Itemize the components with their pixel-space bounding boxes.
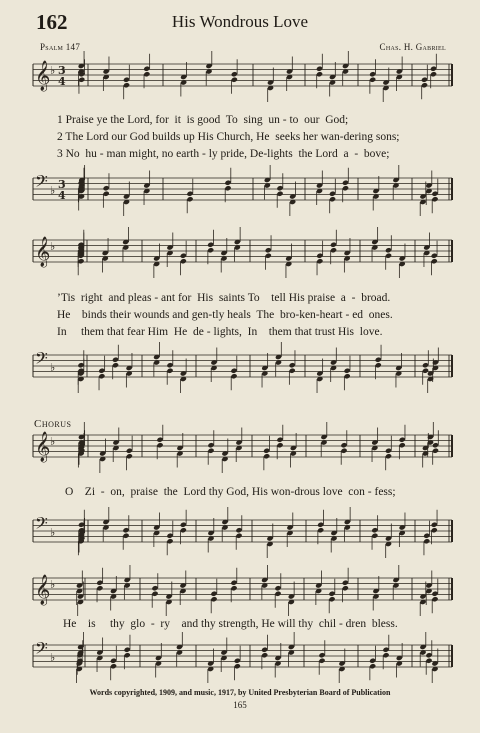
hymn-title: His Wondrous Love xyxy=(171,12,309,31)
lyric-line: In them that fear Him He de - lights, In them that trust His love. xyxy=(57,326,383,338)
bass-clef-icon: 𝄢 xyxy=(35,171,48,195)
treble-clef-icon: 𝄞 xyxy=(35,432,51,462)
flat-icon: ♭ xyxy=(50,526,56,539)
hymn-number: 162 xyxy=(36,10,68,34)
flat-icon: ♭ xyxy=(50,578,56,591)
lyric-line: 1 Praise ye the Lord, for it is good To sing un - to our God; xyxy=(57,114,349,126)
flat-icon: ♭ xyxy=(50,435,56,448)
flat-icon: ♭ xyxy=(50,651,56,664)
lyric-line: 3 No hu - man might, no earth - ly pride, De-lights the Lord a - bove; xyxy=(57,148,390,160)
lyric-line: O Zi - on, praise the Lord thy God, His won-drous love con - fess; xyxy=(65,486,396,498)
flat-icon: ♭ xyxy=(50,64,56,77)
time-signature-icon: 3 xyxy=(58,64,66,77)
flat-icon: ♭ xyxy=(50,240,56,253)
lyric-line: He is thy glo - ry and thy strength, He will thy chil - dren bless. xyxy=(63,618,398,630)
meter-source: Psalm 147 xyxy=(40,42,81,52)
lyric-line: 2 The Lord our God builds up His Church, He seeks her wan-dering sons; xyxy=(57,131,400,143)
lyric-line: He binds their wounds and gen-tly heals The bro-ken-heart - ed ones. xyxy=(57,309,393,321)
treble-clef-icon: 𝄞 xyxy=(35,237,51,267)
bass-clef-icon: 𝄢 xyxy=(35,513,48,537)
flat-icon: ♭ xyxy=(50,361,56,374)
page-number: 165 xyxy=(233,700,247,710)
composer: Chas. H. Gabriel xyxy=(379,42,446,52)
copyright-notice: Words copyrighted, 1909, and music, 1917, by United Presbyterian Board of Publication xyxy=(89,688,391,697)
treble-clef-icon: 𝄞 xyxy=(35,575,51,605)
bass-clef-icon: 𝄢 xyxy=(35,638,48,662)
time-signature-icon: 4 xyxy=(58,189,66,202)
time-signature-icon: 3 xyxy=(58,178,66,191)
time-signature-icon: 4 xyxy=(58,75,66,88)
lyric-line: ’Tis right and pleas - ant for His saints To tell His praise a - broad. xyxy=(57,292,391,304)
flat-icon: ♭ xyxy=(50,184,56,197)
bass-clef-icon: 𝄢 xyxy=(35,348,48,372)
chorus-label: Chorus xyxy=(34,418,72,430)
treble-clef-icon: 𝄞 xyxy=(35,61,51,91)
